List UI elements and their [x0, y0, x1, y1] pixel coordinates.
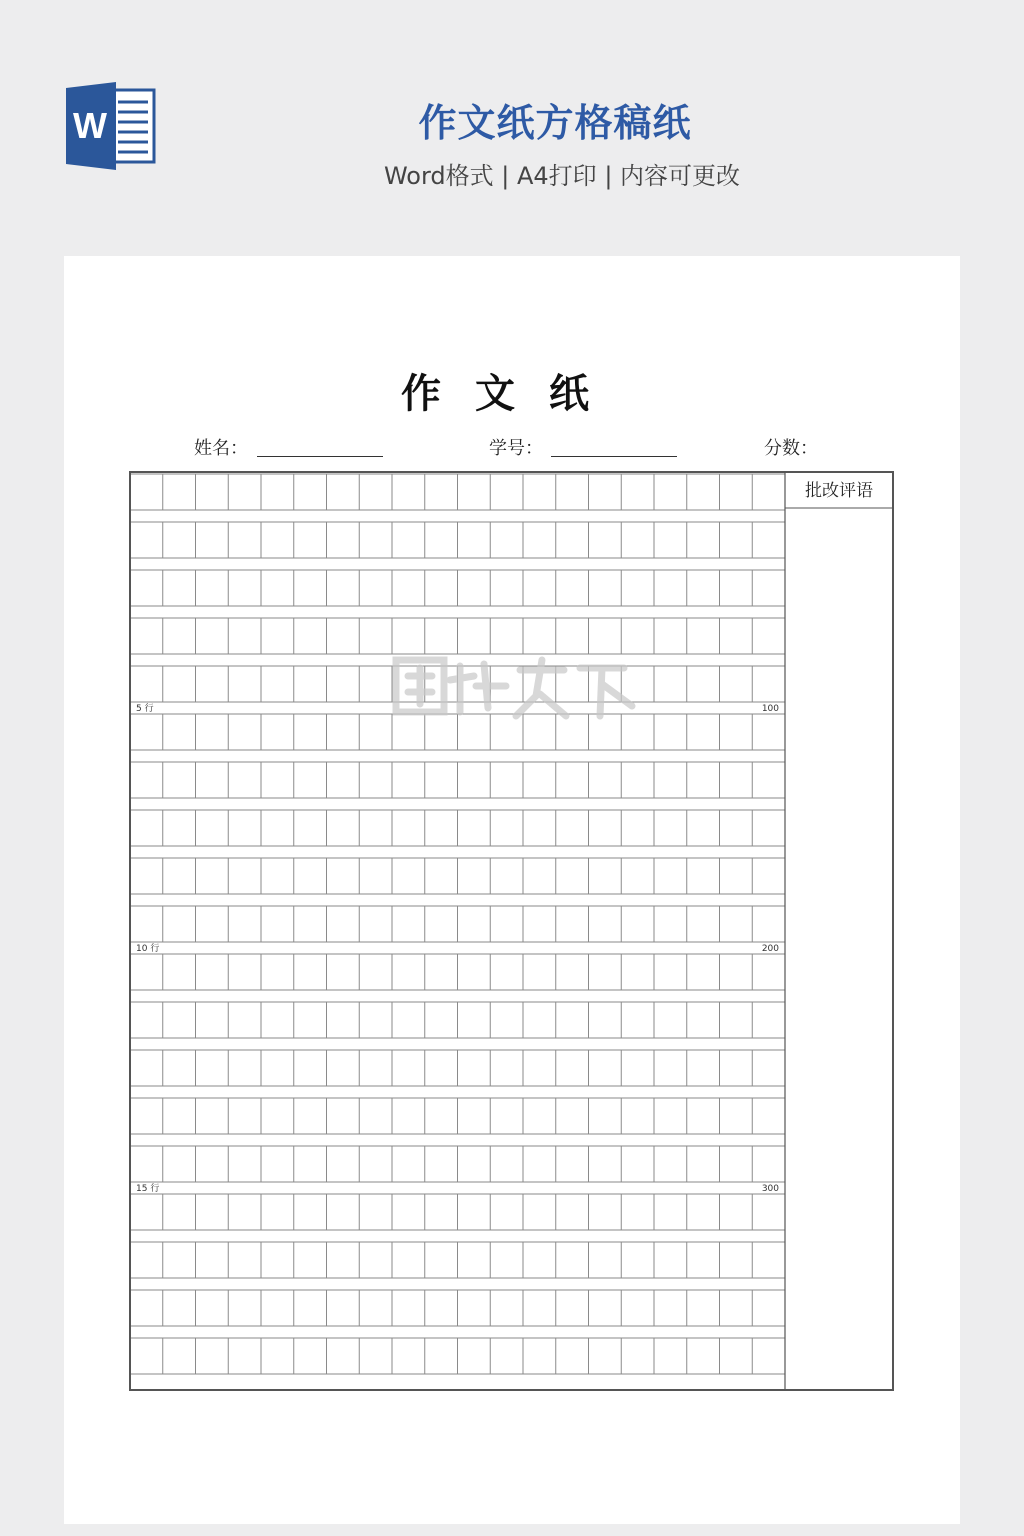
page-title: 作文纸方格稿纸	[418, 101, 692, 145]
name-label: 姓名：	[194, 438, 248, 459]
student-id-label: 学号：	[489, 438, 543, 459]
row-marker-count: 300	[761, 1184, 779, 1194]
document-title: 作文纸	[401, 370, 623, 417]
row-marker-count: 100	[761, 704, 779, 714]
score-label: 分数：	[764, 438, 818, 459]
page-subtitle: Word格式 | A4打印 | 内容可更改	[383, 162, 741, 190]
row-marker-label: 10 行	[136, 944, 160, 954]
grid-outer-border	[130, 472, 893, 1390]
word-logo-letter: W	[73, 105, 107, 146]
row-marker-count: 200	[761, 944, 779, 954]
row-marker-label: 15 行	[136, 1184, 160, 1194]
comment-header: 批改评语	[805, 481, 873, 501]
row-marker-label: 5 行	[136, 704, 154, 714]
